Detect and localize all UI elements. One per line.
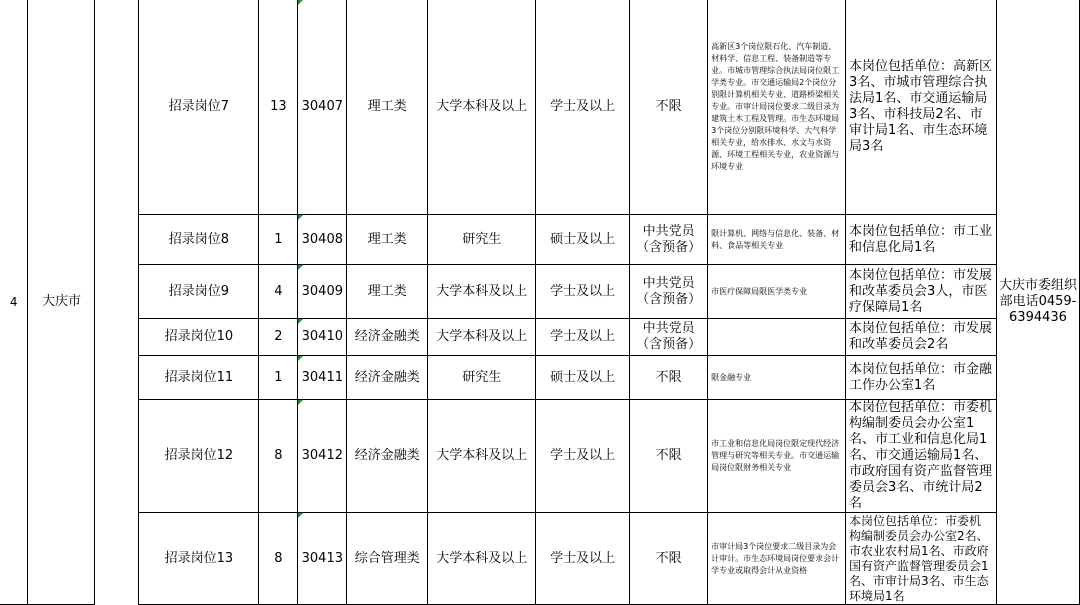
politics-cell[interactable]: 中共党员（含预备）	[630, 265, 708, 319]
count-cell[interactable]: 4	[259, 265, 298, 319]
table-row	[0, 0, 1080, 215]
education-cell[interactable]: 大学本科及以上	[428, 319, 536, 356]
education-cell[interactable]: 大学本科及以上	[428, 513, 536, 605]
politics-cell[interactable]: 不限	[630, 0, 708, 215]
note-cell[interactable]: 本岗位包括单位：市工业和信息化局1名	[846, 215, 997, 265]
requirement-cell[interactable]: 限金融专业	[708, 356, 846, 400]
contact-cell[interactable]: 大庆市委组织部电话0459-6394436	[996, 0, 1079, 605]
count-cell[interactable]: 13	[259, 0, 298, 215]
education-cell[interactable]: 大学本科及以上	[428, 0, 536, 215]
degree-cell[interactable]: 学士及以上	[536, 0, 630, 215]
comment-marker-icon	[298, 215, 303, 220]
note-cell[interactable]: 本岗位包括单位：市委机构编制委员会办公室1名、市工业和信息化局1名、市交通运输局1名、市政府国有资产监督管理委员会3名、市统计局2名	[846, 400, 997, 513]
education-cell[interactable]: 大学本科及以上	[428, 265, 536, 319]
politics-cell[interactable]: 中共党员（含预备）	[630, 319, 708, 356]
education-cell[interactable]: 大学本科及以上	[428, 400, 536, 513]
requirement-cell[interactable]: 高新区3个岗位限石化、汽车制造、材料学、信息工程、装备制造等专业。市城市管理综合执法局岗位限工学类专业。市交通运输局2个岗位分别限计算机相关专业、道路桥梁相关专业。市审计局岗位要求二级目录为建筑土木工程及管理。市生态环境局3个岗位分别限环境科学、大气科学相关专业，给水排水、水文与水资源、环境工程相关专业，农业资源与环境专业	[708, 0, 846, 215]
count-cell[interactable]: 8	[259, 513, 298, 605]
category-cell[interactable]: 综合管理类	[347, 513, 428, 605]
table-row	[0, 400, 1080, 513]
row-index: 4	[0, 0, 28, 605]
count-cell[interactable]: 2	[259, 319, 298, 356]
category-cell[interactable]: 理工类	[347, 215, 428, 265]
note-cell[interactable]: 本岗位包括单位：市金融工作办公室1名	[846, 356, 997, 400]
table-row	[0, 319, 1080, 356]
degree-cell[interactable]: 学士及以上	[536, 400, 630, 513]
degree-cell[interactable]: 硕士及以上	[536, 215, 630, 265]
degree-cell[interactable]: 硕士及以上	[536, 356, 630, 400]
requirement-cell[interactable]	[708, 319, 846, 356]
code-cell[interactable]: 30410	[298, 319, 347, 356]
table-row	[0, 215, 1080, 265]
comment-marker-icon	[298, 0, 303, 5]
degree-cell[interactable]: 学士及以上	[536, 319, 630, 356]
education-cell[interactable]: 研究生	[428, 356, 536, 400]
count-cell[interactable]: 1	[259, 215, 298, 265]
politics-cell[interactable]: 不限	[630, 356, 708, 400]
table-row	[0, 356, 1080, 400]
requirement-cell[interactable]: 限计算机、网络与信息化、装备、材料、食品等相关专业	[708, 215, 846, 265]
blank-cell	[95, 0, 139, 605]
position-cell[interactable]: 招录岗位11	[139, 356, 259, 400]
comment-marker-icon	[298, 513, 303, 518]
position-cell[interactable]: 招录岗位10	[139, 319, 259, 356]
requirement-cell[interactable]: 市审计局3个岗位要求二级目录为会计审计。市生态环境局岗位要求会计学专业或取得会计从业资格	[708, 513, 846, 605]
position-cell[interactable]: 招录岗位13	[139, 513, 259, 605]
position-cell[interactable]: 招录岗位12	[139, 400, 259, 513]
comment-marker-icon	[298, 400, 303, 405]
requirement-cell[interactable]: 市医疗保障局限医学类专业	[708, 265, 846, 319]
position-cell[interactable]: 招录岗位8	[139, 215, 259, 265]
category-cell[interactable]: 理工类	[347, 0, 428, 215]
city-cell: 大庆市	[28, 0, 95, 605]
note-cell[interactable]: 本岗位包括单位：市发展和改革委员会3人，市医疗保障局1名	[846, 265, 997, 319]
code-cell[interactable]: 30413	[298, 513, 347, 605]
politics-cell[interactable]: 中共党员（含预备）	[630, 215, 708, 265]
table-row	[0, 513, 1080, 605]
politics-cell[interactable]: 不限	[630, 513, 708, 605]
category-cell[interactable]: 经济金融类	[347, 356, 428, 400]
requirement-cell[interactable]: 市工业和信息化局岗位限定现代经济管理与研究等相关专业。市交通运输局岗位限财务相关专业	[708, 400, 846, 513]
count-cell[interactable]: 8	[259, 400, 298, 513]
code-cell[interactable]: 30411	[298, 356, 347, 400]
position-cell[interactable]: 招录岗位7	[139, 0, 259, 215]
category-cell[interactable]: 经济金融类	[347, 400, 428, 513]
comment-marker-icon	[298, 319, 303, 324]
comment-marker-icon	[298, 265, 303, 270]
category-cell[interactable]: 理工类	[347, 265, 428, 319]
note-cell[interactable]: 本岗位包括单位：市发展和改革委员会2名	[846, 319, 997, 356]
category-cell[interactable]: 经济金融类	[347, 319, 428, 356]
code-cell[interactable]: 30407	[298, 0, 347, 215]
code-cell[interactable]: 30408	[298, 215, 347, 265]
politics-cell[interactable]: 不限	[630, 400, 708, 513]
education-cell[interactable]: 研究生	[428, 215, 536, 265]
code-cell[interactable]: 30409	[298, 265, 347, 319]
position-cell[interactable]: 招录岗位9	[139, 265, 259, 319]
degree-cell[interactable]: 学士及以上	[536, 513, 630, 605]
note-cell[interactable]: 本岗位包括单位：市委机构编制委员会办公室2名、市农业农村局1名、市政府国有资产监督管理委员会1名、市审计局3名、市生态环境局1名	[846, 513, 997, 605]
count-cell[interactable]: 1	[259, 356, 298, 400]
degree-cell[interactable]: 学士及以上	[536, 265, 630, 319]
note-cell[interactable]: 本岗位包括单位：高新区3名、市城市管理综合执法局1名、市交通运输局3名、市科技局2名、市审计局1名、市生态环境局3名	[846, 0, 997, 215]
code-cell[interactable]: 30412	[298, 400, 347, 513]
table-row	[0, 265, 1080, 319]
comment-marker-icon	[298, 356, 303, 361]
